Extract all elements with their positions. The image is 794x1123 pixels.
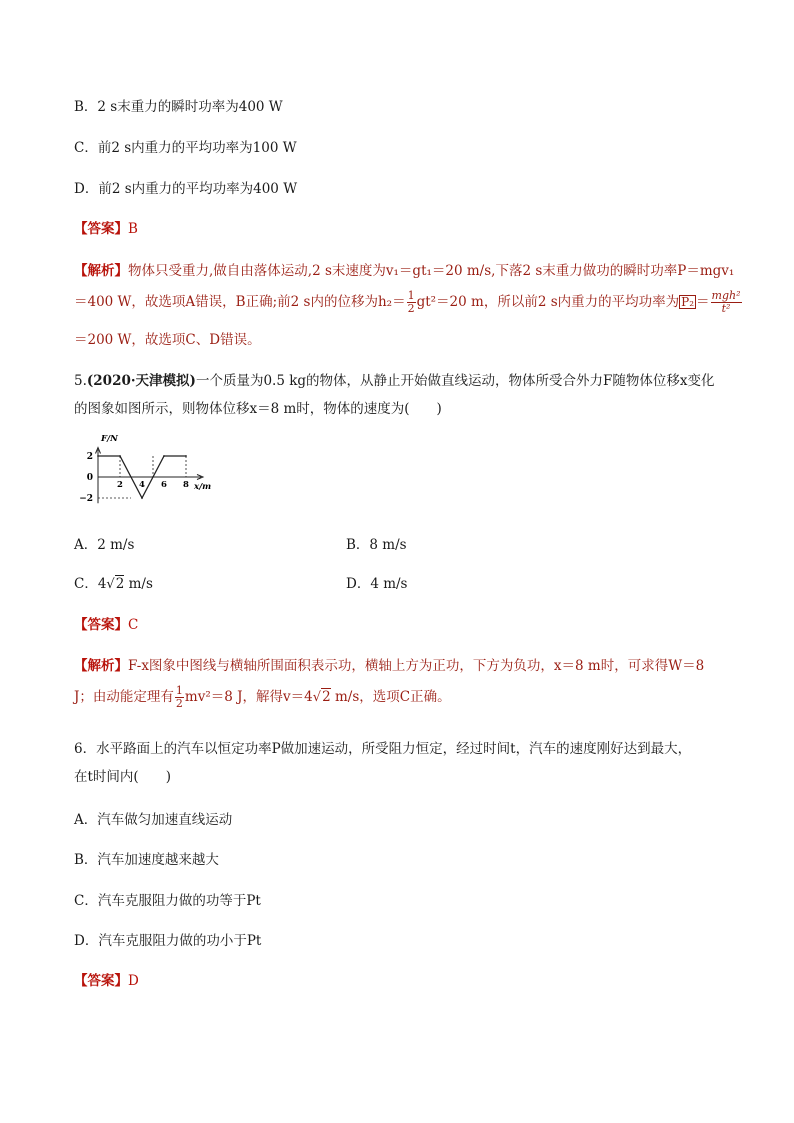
data-point: [141, 497, 143, 499]
q5-option-b: B．8 m/s: [346, 537, 407, 553]
q5-option-a: A．2 m/s: [74, 537, 135, 553]
q4-option-b: B．2 s末重力的瞬时功率为400 W: [74, 99, 283, 115]
x-tick-label: 4: [139, 480, 145, 490]
q4-explanation-line3: ＝200 W，故选项C、D错误。: [74, 332, 261, 348]
fraction: [711, 290, 742, 315]
sqrt-sign: √: [312, 690, 322, 705]
x-tick-label: 6: [161, 480, 167, 490]
sqrt-sign: √: [106, 577, 115, 592]
y-tick-label: 0: [86, 473, 93, 483]
y-tick-label: −2: [79, 494, 93, 504]
answer-value: B: [128, 221, 138, 237]
explanation-text: J；由动能定理有: [74, 689, 174, 705]
explanation-text: m/s，选项C正确。: [330, 689, 451, 705]
q5-stem-line2: 的图象如图所示，则物体位移x＝8 m时，物体的速度为( ): [74, 401, 442, 417]
q6-option-b: B．汽车加速度越来越大: [74, 852, 219, 868]
explanation-text: F-x图象中图线与横轴所围面积表示功，横轴上方为正功，下方为负功，x＝8 m时，可求得W＝8: [128, 658, 705, 674]
average-power-symbol: P̄₂: [681, 295, 695, 309]
q6-option-a: A．汽车做匀加速直线运动: [74, 812, 233, 828]
q6-stem-line2: 在t时间内( ): [74, 769, 171, 785]
x-tick-label: 2: [117, 480, 123, 490]
x-tick-label: 8: [183, 480, 189, 490]
q6-option-d: D．汽车克服阻力做的功小于Pt: [74, 933, 262, 949]
radicand: 2: [115, 576, 125, 592]
answer-value: D: [128, 973, 139, 989]
option-text: C．4: [74, 576, 107, 592]
fraction-denominator: t²: [721, 302, 731, 315]
question-text: 一个质量为0.5 kg的物体，从静止开始做直线运动，物体所受合外力F随物体位移x变化: [195, 373, 715, 389]
answer-value: C: [128, 617, 139, 633]
q5-explanation-line1: [74, 654, 704, 674]
fraction-numerator: 1: [175, 684, 183, 697]
fraction-denominator: 2: [407, 302, 415, 315]
fraction: [407, 290, 416, 315]
fraction: [175, 685, 184, 710]
question-source: (2020·天津模拟): [86, 373, 196, 389]
explanation-text: ＝400 W，故选项A错误，B正确;前2 s内的位移为h₂＝: [74, 294, 406, 310]
q6-stem-line1: 6．水平路面上的汽车以恒定功率P做加速运动，所受阻力恒定，经过时间t，汽车的速度刚好达到最大，: [74, 741, 692, 757]
y-axis-label: F/N: [101, 434, 118, 444]
data-point: [185, 455, 187, 457]
q4-explanation-line1: [74, 259, 734, 279]
y-tick-label: 2: [86, 452, 93, 462]
q6-option-c: C．汽车克服阻力做的功等于Pt: [74, 893, 261, 909]
q5-answer: [74, 613, 138, 633]
fraction-numerator: mgh²: [711, 289, 741, 302]
explanation-text: 物体只受重力,做自由落体运动,2 s末速度为v₁＝gt₁＝20 m/s,下落2 s末重力做功的瞬时功率P＝mgv₁: [128, 263, 735, 279]
fraction-numerator: 1: [407, 289, 415, 302]
q5-option-c: [74, 572, 153, 592]
question-number: 5.: [74, 373, 87, 389]
data-point: [163, 455, 165, 457]
q4-answer: [74, 217, 138, 237]
option-text: m/s: [124, 576, 153, 592]
q5-explanation-line2: [74, 685, 451, 710]
data-point: [119, 455, 121, 457]
q6-answer: [74, 969, 139, 989]
explanation-label: 【解析】: [74, 658, 128, 674]
explanation-text: gt²＝20 m，所以前2 s内重力的平均功率为: [416, 294, 680, 310]
answer-label: 【答案】: [74, 973, 128, 989]
q5-stem-line1: [74, 369, 715, 389]
radicand: 2: [322, 689, 331, 705]
explanation-label: 【解析】: [74, 263, 128, 279]
x-axis-label: x/m: [194, 482, 212, 492]
force-displacement-chart: [74, 430, 214, 510]
explanation-text: ＝: [696, 294, 710, 310]
q4-explanation-line2: [74, 290, 743, 315]
q4-option-d: D．前2 s内重力的平均功率为400 W: [74, 181, 298, 197]
q4-option-c: C．前2 s内重力的平均功率为100 W: [74, 140, 297, 156]
data-point: [97, 455, 99, 457]
q5-option-d: D．4 m/s: [346, 576, 408, 592]
answer-label: 【答案】: [74, 221, 128, 237]
explanation-text: mv²＝8 J，解得v＝4: [184, 689, 313, 705]
answer-label: 【答案】: [74, 617, 128, 633]
fraction-denominator: 2: [175, 697, 183, 710]
